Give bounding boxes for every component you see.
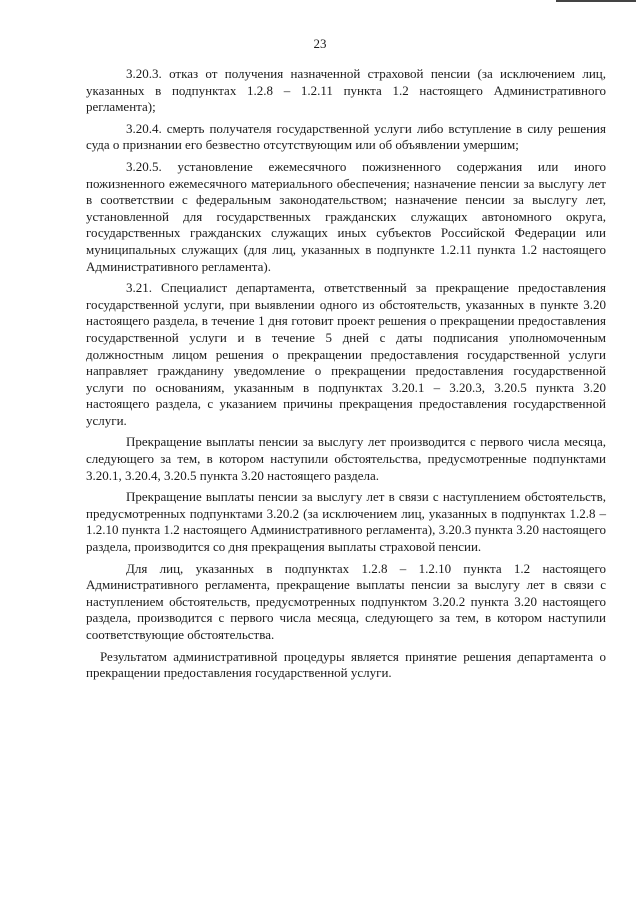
paragraph-procedure-result: Результатом административной процедуры является принятие решения департамента о прекращении предоставления государственной услуги.: [86, 648, 606, 681]
document-body: [86, 66, 606, 687]
paragraph-termination-first-day: Прекращение выплаты пенсии за выслугу лет производится с первого числа месяца, следующего за тем, в котором наступили обстоятельства, предусмотренные подпунктами 3.20.1, 3.20.4, 3.20.5 пункта 3.20 настоящего раздела.: [86, 434, 606, 483]
paragraph-termination-insurance: Прекращение выплаты пенсии за выслугу лет в связи с наступлением обстоятельств, предусмотренных подпунктами 3.20.2 (за исключением лиц, указанных в подпунктах 1.2.8 – 1.2.10 пункта 1.2 настоящего Административного регламента), 3.20.3 пункта 3.20 настоящего раздела, производится со дня прекращения выплаты страховой пенсии.: [86, 489, 606, 555]
paragraph-termination-special-persons: Для лиц, указанных в подпунктах 1.2.8 – 1.2.10 пункта 1.2 настоящего Административного регламента, прекращение выплаты пенсии за выслугу лет в связи с наступлением обстоятельств, предусмотренных подпунктом 3.20.2 пункта 3.20 настоящего раздела, производится с первого числа месяца, следующего за тем, в котором наступили соответствующие обстоятельства.: [86, 560, 606, 642]
paragraph-3-21: 3.21. Специалист департамента, ответственный за прекращение предоставления государственной услуги, при выявлении одного из обстоятельств, указанных в пункте 3.20 настоящего раздела, в течение 1 дня готовит проект решения о прекращении предоставления государственной услуги и в течение 5 дней с даты подписания уполномоченным должностным лицом решения о прекращении предоставления государственной услуги направляет гражданину уведомление о прекращении предоставления государственной услуги по основаниям, указанным в подпунктах 3.20.1 – 3.20.3, 3.20.5 пункта 3.20 настоящего раздела, с указанием причины прекращения предоставления государственной услуги.: [86, 280, 606, 428]
paragraph-3-20-5: 3.20.5. установление ежемесячного пожизненного содержания или иного пожизненного ежемесячного материального обеспечения; назначение пенсии за выслугу лет в соответствии с федеральным законодательством; назначение пенсии за выслугу лет, установленной для государственных гражданских служащих автономного округа, государственных гражданских служащих иных субъектов Российской Федерации или муниципальных служащих (для лиц, указанных в подпункте 1.2.11 пункта 1.2 настоящего Административного регламента).: [86, 158, 606, 274]
page-number: 23: [313, 36, 327, 51]
paragraph-3-20-4: 3.20.4. смерть получателя государственной услуги либо вступление в силу решения суда о признании его безвестно отсутствующим или об объявлении умершим;: [86, 120, 606, 153]
scan-edge-mark: [556, 0, 636, 2]
paragraph-3-20-3: 3.20.3. отказ от получения назначенной страховой пенсии (за исключением лиц, указанных в подпунктах 1.2.8 – 1.2.11 пункта 1.2 настоящего Административного регламента);: [86, 66, 606, 115]
